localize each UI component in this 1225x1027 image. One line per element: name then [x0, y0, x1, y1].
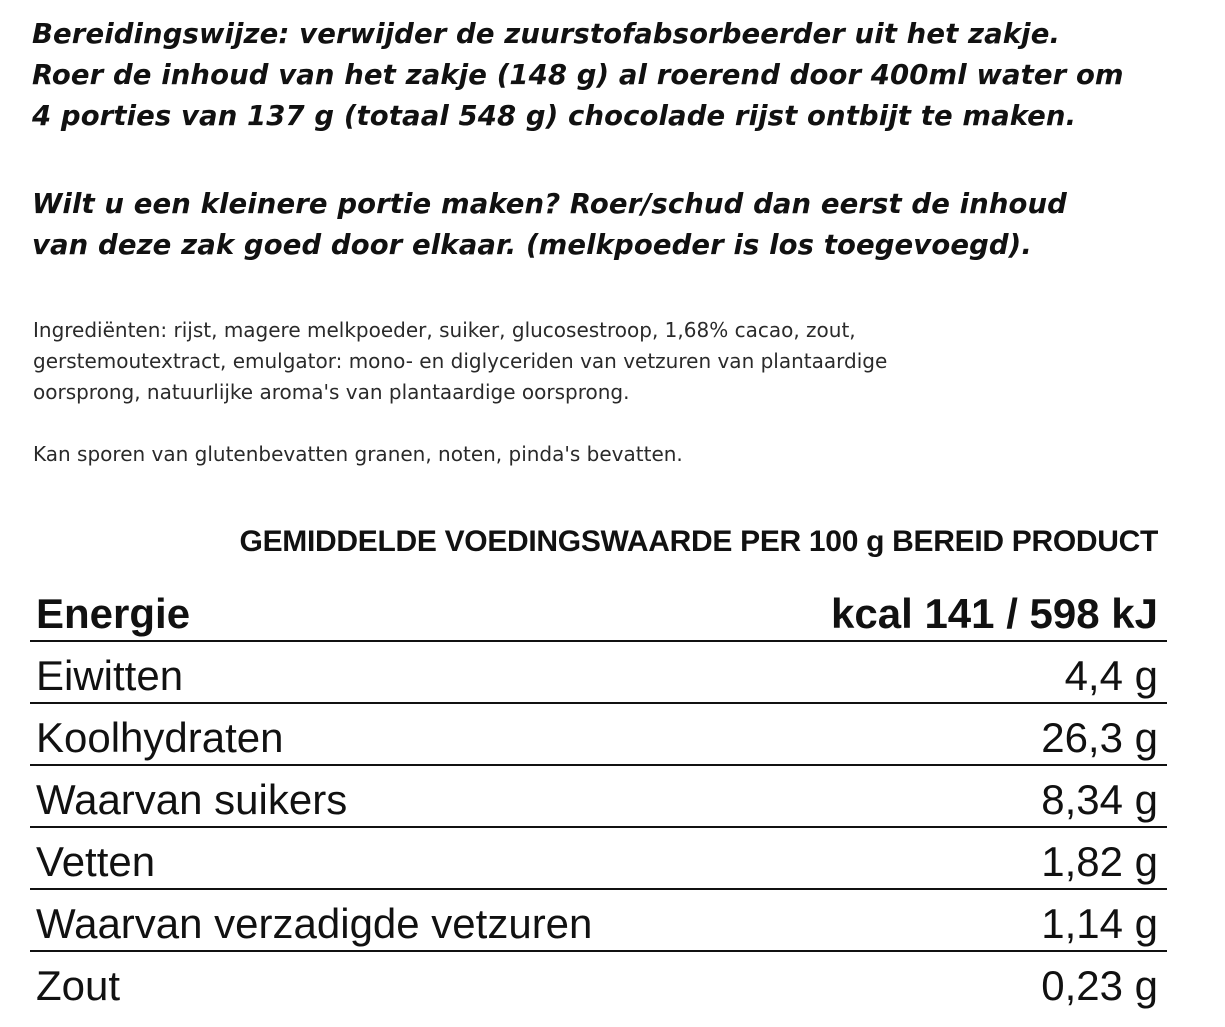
nutrient-label: Zout [36, 962, 121, 1009]
ingredients-text [33, 315, 1183, 408]
smaller-portion-line: Wilt u een kleinere portie maken? Roer/schud dan eerst de inhoud [32, 188, 1067, 220]
nutrient-value: 1,82 g [1041, 838, 1158, 885]
nutrition-row-carbohydrates [30, 704, 1167, 766]
nutrient-value: 4,4 g [1064, 652, 1158, 699]
nutrient-value: 26,3 g [1041, 714, 1158, 761]
preparation-line: Bereidingswijze: verwijder de zuurstofabsorbeerder uit het zakje. [32, 18, 1060, 50]
nutrition-row-salt [30, 952, 1167, 1012]
ingredients-line: gerstemoutextract, emulgator: mono- en diglyceriden van vetzuren van plantaardige [33, 349, 888, 373]
nutrition-row-fat [30, 828, 1167, 890]
nutrition-row-protein [30, 642, 1167, 704]
nutrient-value: 0,23 g [1041, 962, 1158, 1009]
nutrition-row-saturated-fat [30, 890, 1167, 952]
nutrient-label: Waarvan suikers [36, 776, 348, 823]
nutrition-table [30, 580, 1167, 1012]
ingredients-line: oorsprong, natuurlijke aroma's van plantaardige oorsprong. [33, 380, 630, 404]
nutrition-row-energy [30, 580, 1167, 642]
smaller-portion-line: van deze zak goed door elkaar. (melkpoeder is los toegevoegd). [32, 229, 1032, 261]
smaller-portion-instructions [32, 184, 1217, 266]
nutrition-row-sugars [30, 766, 1167, 828]
nutrient-label: Eiwitten [36, 652, 184, 699]
nutrient-label: Koolhydraten [36, 714, 284, 761]
preparation-instructions [32, 14, 1217, 137]
nutrient-value: kcal 141 / 598 kJ [831, 590, 1158, 637]
ingredients-line: Ingrediënten: rijst, magere melkpoeder, suiker, glucosestroop, 1,68% cacao, zout, [33, 318, 856, 342]
nutrient-label: Energie [36, 590, 191, 637]
nutrient-value: 8,34 g [1041, 776, 1158, 823]
preparation-line: 4 porties van 137 g (totaal 548 g) chocolade rijst ontbijt te maken. [32, 100, 1077, 132]
allergen-warning: Kan sporen van glutenbevatten granen, noten, pinda's bevatten. [33, 442, 683, 466]
nutrition-table-title: GEMIDDELDE VOEDINGSWAARDE PER 100 g BEREID PRODUCT [239, 525, 1158, 558]
nutrient-label: Waarvan verzadigde vetzuren [36, 900, 593, 947]
nutrient-value: 1,14 g [1041, 900, 1158, 947]
preparation-line: Roer de inhoud van het zakje (148 g) al roerend door 400ml water om [32, 59, 1124, 91]
nutrient-label: Vetten [36, 838, 156, 885]
